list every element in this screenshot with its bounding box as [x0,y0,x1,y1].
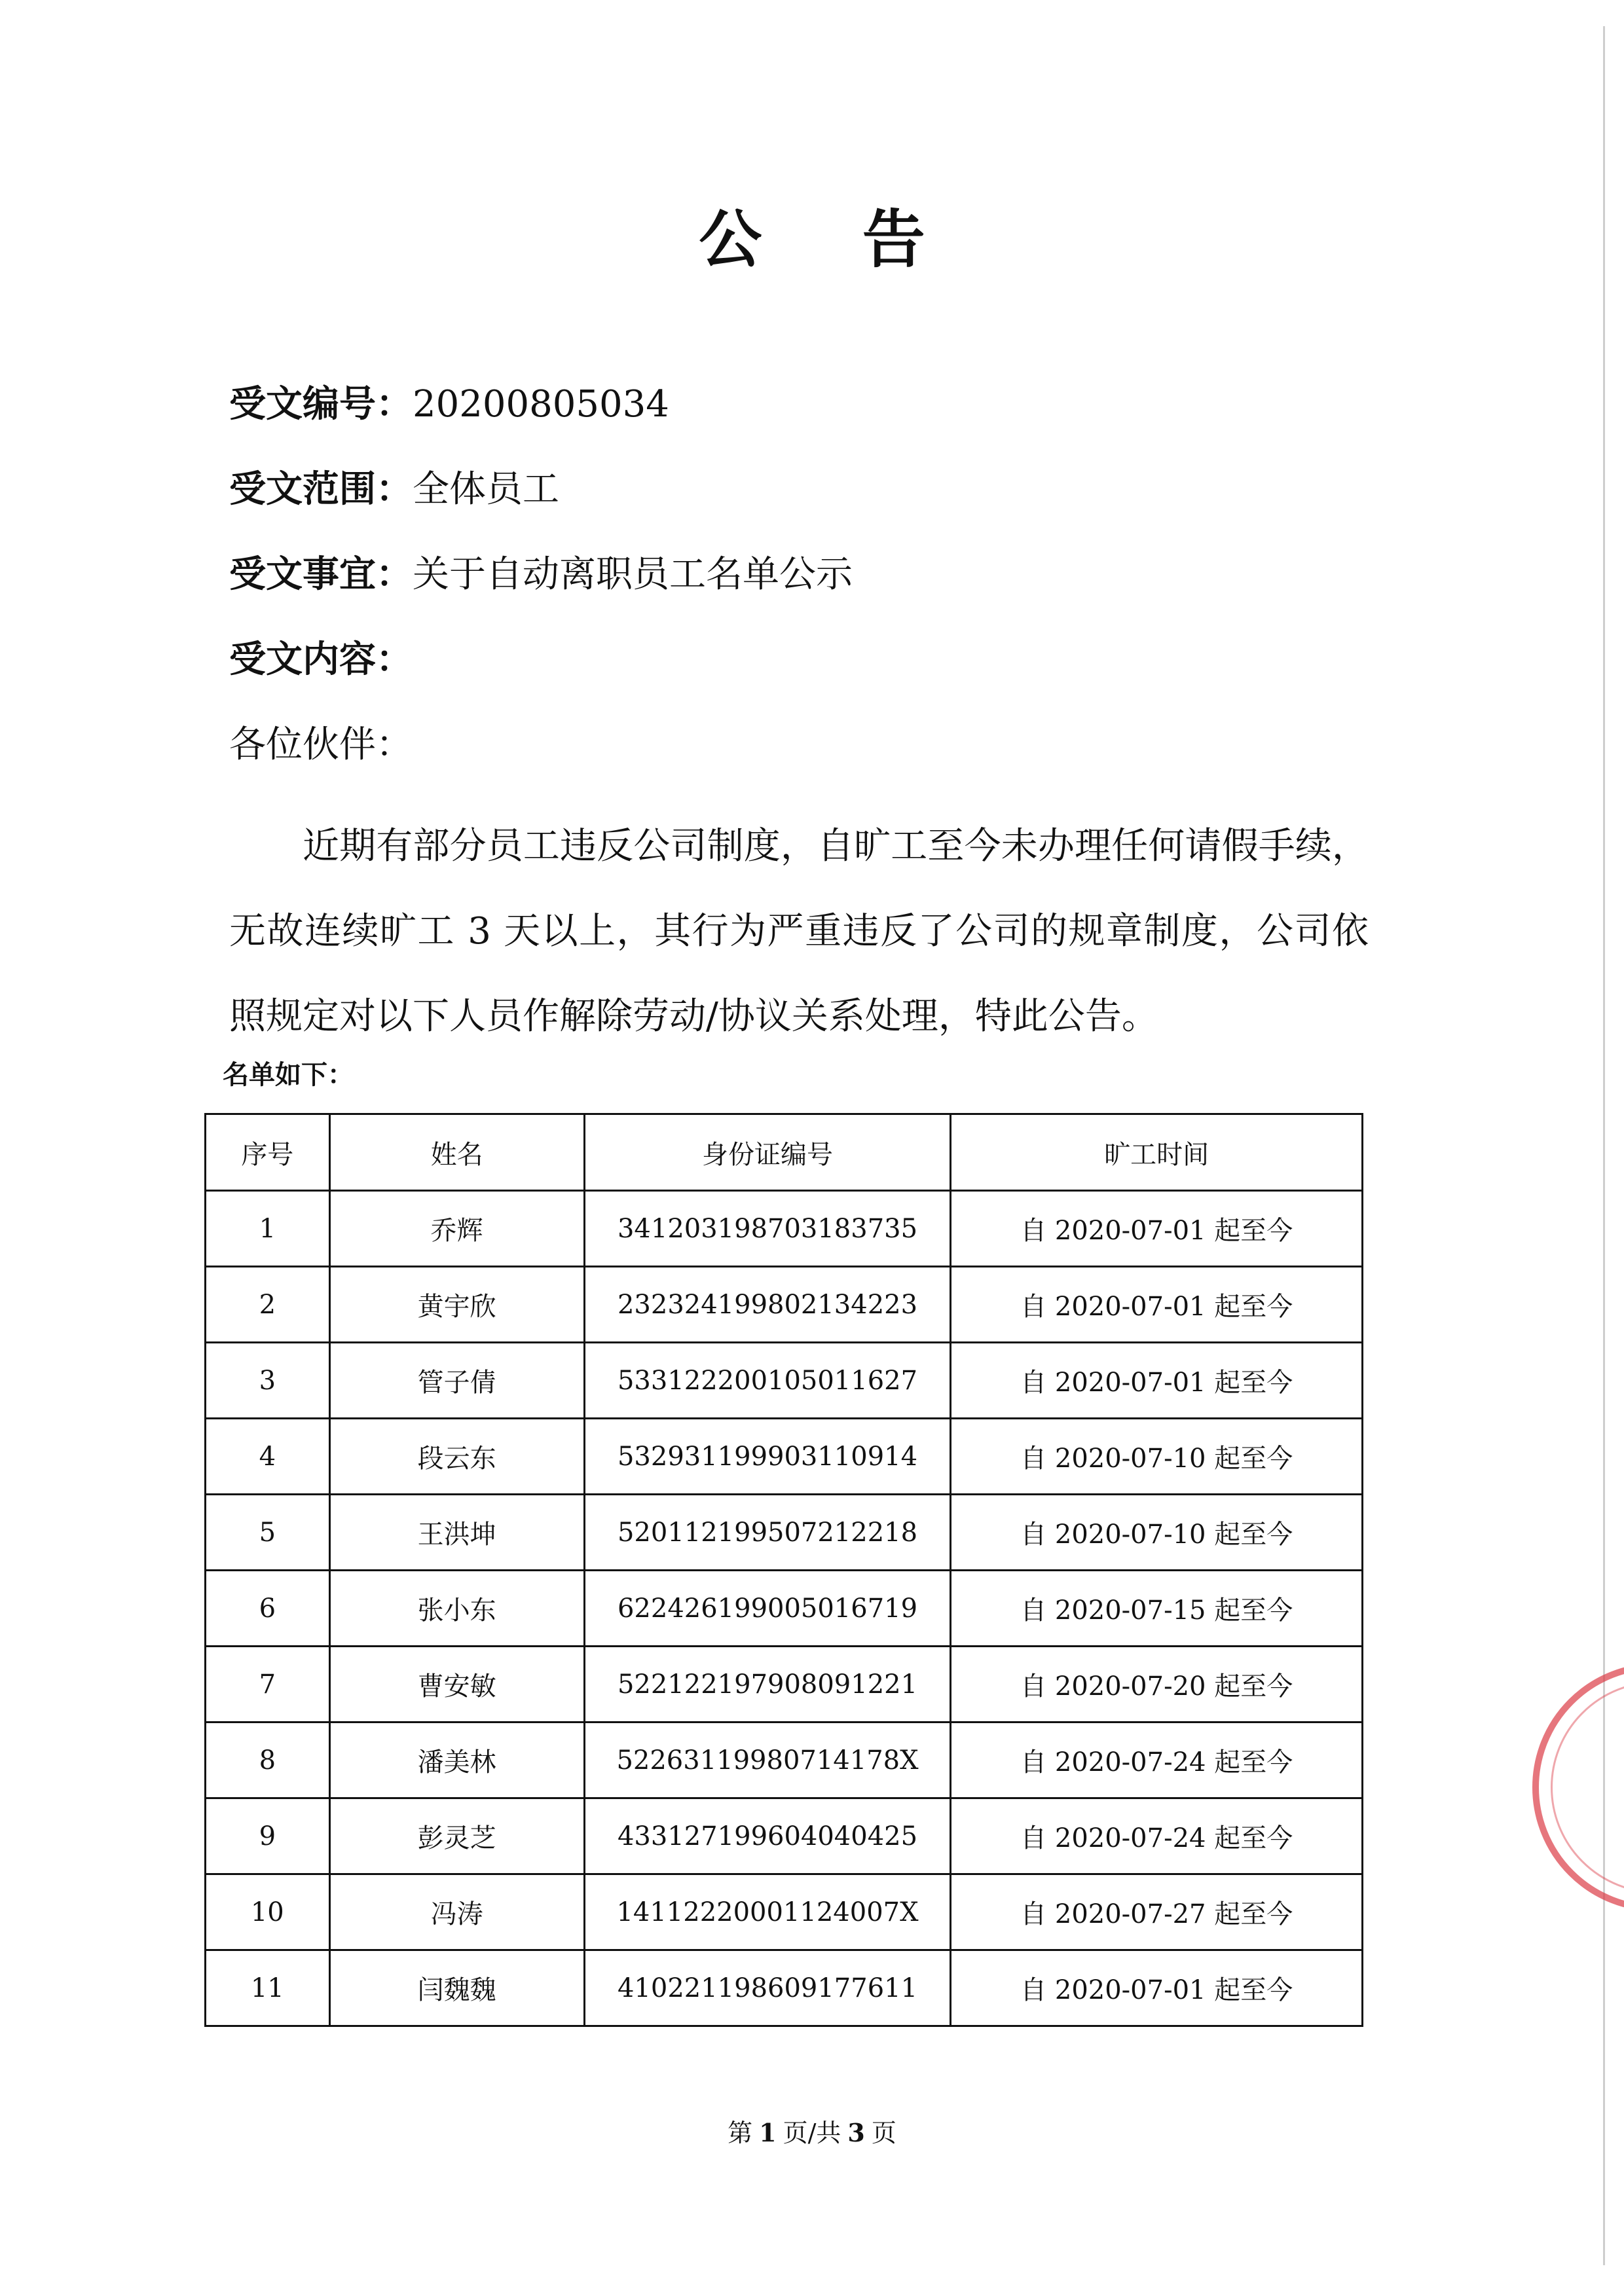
cell-id-number: 14112220001124007X [584,1874,951,1950]
cell-absence-period: 自 2020-07-15 起至今 [951,1571,1363,1647]
cell-name: 王洪坤 [329,1495,584,1571]
field-value: 20200805034 [413,383,669,426]
cell-no: 3 [206,1343,330,1419]
table-row [206,1874,1363,1950]
field-content [229,634,413,686]
cell-absence-period: 自 2020-07-10 起至今 [951,1495,1363,1571]
cell-id-number: 232324199802134223 [584,1267,951,1343]
body-paragraph: 近期有部分员工违反公司制度，自旷工至今未办理任何请假手续，无故连续旷工 3 天以上，其行为严重违反了公司的规章制度，公司依照规定对以下人员作解除劳动/协议关系处理，特此公告。 [229,825,1369,1038]
cell-no: 6 [206,1571,330,1647]
roster-body [206,1191,1363,2026]
header-cell-no: 序号 [206,1114,330,1191]
field-label: 受文事宜： [229,553,413,596]
table-row [206,1722,1363,1798]
footer-total-pages: 3 [847,2118,865,2147]
greeting: 各位伙伴： [229,723,413,766]
roster-table [204,1113,1363,2027]
cell-id-number: 622426199005016719 [584,1571,951,1647]
cell-no: 1 [206,1191,330,1267]
list-label: 名单如下： [223,1060,354,1090]
field-value: 全体员工 [413,468,559,511]
field-subject [229,549,853,601]
table-row [206,1798,1363,1874]
footer-suffix: 页 [871,2119,896,2147]
cell-no: 5 [206,1495,330,1571]
cell-no: 2 [206,1267,330,1343]
field-scope [229,464,559,516]
cell-absence-period: 自 2020-07-20 起至今 [951,1647,1363,1722]
cell-name: 闫魏魏 [329,1950,584,2026]
cell-name: 冯涛 [329,1874,584,1950]
cell-name: 黄宇欣 [329,1267,584,1343]
cell-name: 段云东 [329,1419,584,1495]
cell-id-number: 52263119980714178X [584,1722,951,1798]
field-doc-number [229,378,669,431]
scan-edge-line [1603,26,1605,2265]
table-row [206,1647,1363,1722]
cell-absence-period: 自 2020-07-24 起至今 [951,1722,1363,1798]
seal-inner-ring [1551,1681,1624,1893]
cell-name: 管子倩 [329,1343,584,1419]
table-row [206,1267,1363,1343]
cell-name: 曹安敏 [329,1647,584,1722]
cell-name: 乔辉 [329,1191,584,1267]
document-title: 公 告 [699,203,965,276]
cell-id-number: 522122197908091221 [584,1647,951,1722]
footer-middle: 页/共 [783,2119,841,2147]
cell-no: 7 [206,1647,330,1722]
cell-id-number: 341203198703183735 [584,1191,951,1267]
footer-prefix: 第 [728,2119,753,2147]
table-row [206,1571,1363,1647]
cell-absence-period: 自 2020-07-01 起至今 [951,1950,1363,2026]
field-value: 关于自动离职员工名单公示 [413,553,853,596]
cell-id-number: 532931199903110914 [584,1419,951,1495]
table-header-row [206,1114,1363,1191]
table-row [206,1191,1363,1267]
cell-absence-period: 自 2020-07-27 起至今 [951,1874,1363,1950]
field-label: 受文内容： [229,638,413,681]
cell-no: 10 [206,1874,330,1950]
cell-no: 11 [206,1950,330,2026]
table-row [206,1495,1363,1571]
cell-id-number: 533122200105011627 [584,1343,951,1419]
cell-name: 潘美林 [329,1722,584,1798]
field-label: 受文编号： [229,383,413,426]
header-cell-name: 姓名 [329,1114,584,1191]
footer-page-number: 1 [759,2118,777,2147]
company-seal-icon [1532,1663,1624,1912]
cell-id-number: 410221198609177611 [584,1950,951,2026]
cell-absence-period: 自 2020-07-10 起至今 [951,1419,1363,1495]
header-cell-id: 身份证编号 [584,1114,951,1191]
cell-id-number: 520112199507212218 [584,1495,951,1571]
cell-absence-period: 自 2020-07-01 起至今 [951,1343,1363,1419]
cell-no: 9 [206,1798,330,1874]
cell-no: 4 [206,1419,330,1495]
table-row [206,1343,1363,1419]
cell-no: 8 [206,1722,330,1798]
header-cell-time: 旷工时间 [951,1114,1363,1191]
cell-absence-period: 自 2020-07-01 起至今 [951,1191,1363,1267]
cell-id-number: 433127199604040425 [584,1798,951,1874]
table-row [206,1419,1363,1495]
cell-absence-period: 自 2020-07-01 起至今 [951,1267,1363,1343]
field-label: 受文范围： [229,468,413,511]
cell-name: 张小东 [329,1571,584,1647]
page-footer [0,2113,1624,2153]
table-row [206,1950,1363,2026]
cell-absence-period: 自 2020-07-24 起至今 [951,1798,1363,1874]
cell-name: 彭灵芝 [329,1798,584,1874]
